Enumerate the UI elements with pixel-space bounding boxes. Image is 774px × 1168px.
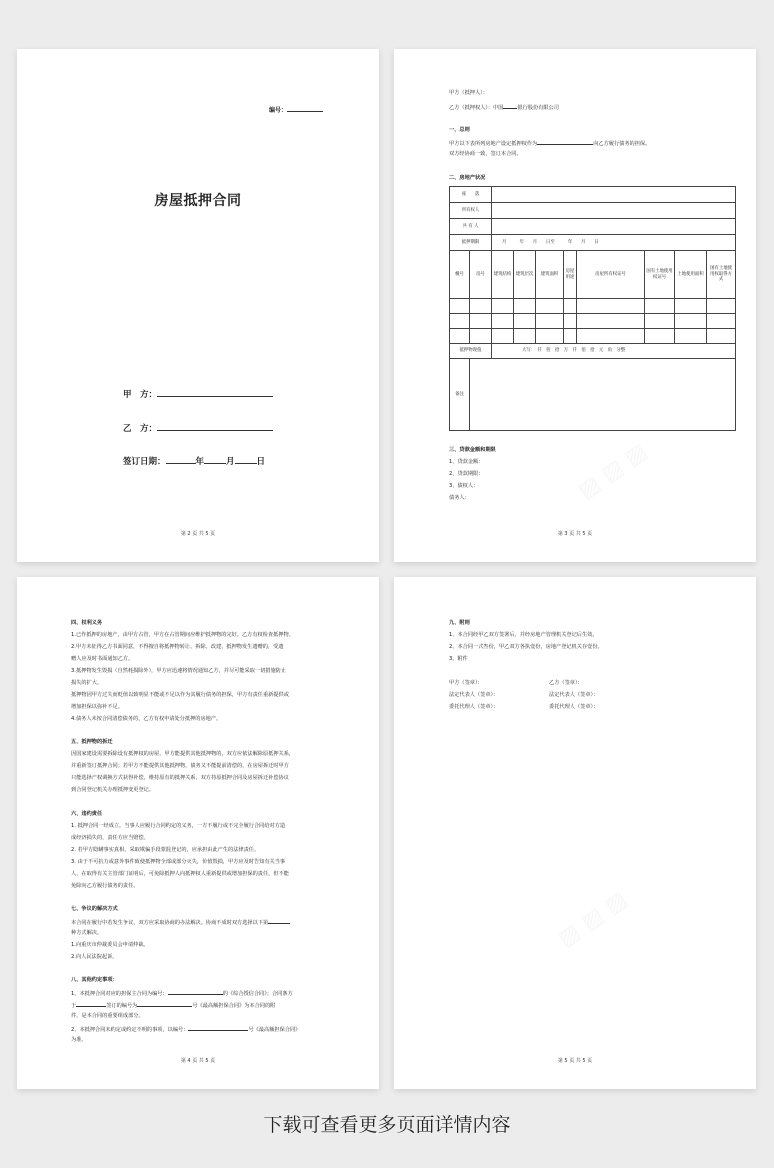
section-7-option-2: 2.向人民法院起诉。 bbox=[71, 954, 118, 960]
contract-number bbox=[269, 105, 323, 114]
document-page-4 bbox=[394, 577, 756, 1089]
co-owner-label: 共 有 人 bbox=[450, 219, 492, 235]
party-b-suffix: 银行股份有限公司 bbox=[517, 105, 559, 111]
location-value bbox=[492, 187, 736, 203]
party-b-blank bbox=[157, 423, 273, 431]
debtor: 债务人： bbox=[449, 495, 470, 501]
section-6-line: 成经济损失的，责任方应当赔偿。 bbox=[71, 835, 149, 841]
remarks-value bbox=[470, 359, 736, 431]
mortgage-period-value: 月 年 月 日至 年 月 日 bbox=[492, 235, 736, 251]
section-8-line-3: 件，是本合同的重要组成部分。 bbox=[71, 1013, 144, 1019]
sign-date-label: 签订日期： bbox=[123, 457, 166, 467]
section-4-line: 3.抵押物发生毁损（自然耗损除外），甲方应迅速将情况通知乙方，并尽可能采取一切措施防止 bbox=[71, 668, 287, 674]
party-b-signature: 乙方（签章）： bbox=[549, 680, 583, 686]
table-row bbox=[450, 344, 736, 359]
loan-amount: 1、贷款金额： bbox=[449, 459, 484, 465]
contract-title: 房屋抵押合同 bbox=[154, 193, 242, 209]
page-footer: 第 2 页 共 5 页 bbox=[180, 531, 216, 537]
contract-number-blank bbox=[287, 106, 323, 112]
section-8-text: 2、本抵押合同未约定或约定不明的事项，以编号： bbox=[71, 1027, 189, 1033]
party-b-legal-rep: 法定代表人（签章）： bbox=[549, 692, 599, 698]
col-header: 土地使用面积 bbox=[675, 251, 707, 299]
party-a-line bbox=[123, 388, 273, 400]
section-4-line: 赠人应及时书面通知乙方。 bbox=[71, 656, 134, 662]
guarantee-no-blank bbox=[137, 1001, 192, 1007]
col-header: 房号 bbox=[470, 251, 492, 299]
col-header: 建筑面积 bbox=[536, 251, 564, 299]
section-8-line-2 bbox=[71, 1001, 275, 1010]
section-9-title: 九、附则 bbox=[449, 620, 470, 626]
section-9-line: 1、本合同经甲乙双方签署后，并经房地产管理机关登记后生效。 bbox=[449, 632, 598, 638]
party-a-label: 甲 方： bbox=[123, 390, 158, 400]
table-row bbox=[450, 299, 736, 314]
section-7-line-1 bbox=[71, 918, 290, 927]
section-2-title: 二、房地产状况 bbox=[449, 175, 486, 181]
section-8-text: 号《最高额担保合同》为本合同的附 bbox=[192, 1003, 276, 1009]
col-header: 幢号 bbox=[450, 251, 470, 299]
page-footer: 第 4 页 共 5 页 bbox=[180, 1058, 216, 1064]
section-5-title: 五、抵押物的拆迁 bbox=[71, 739, 113, 745]
remarks-row bbox=[450, 359, 736, 431]
section-6-line: 3. 由于不可抗力或意外事件致使抵押物全部或部分灭失，价值毁损，甲方应及时告知有关当事 bbox=[71, 859, 286, 865]
sign-date-line bbox=[123, 455, 265, 467]
section-8-line-4 bbox=[71, 1025, 300, 1034]
date-blank bbox=[76, 1001, 106, 1007]
col-header: 国有土地使用权证号 bbox=[645, 251, 675, 299]
mortgage-period-label: 抵押期限 bbox=[450, 235, 492, 251]
secured-debt-blank bbox=[537, 139, 593, 145]
section-1-line-1 bbox=[449, 139, 650, 148]
day-blank bbox=[235, 456, 257, 464]
option-blank bbox=[268, 918, 290, 924]
owner-value bbox=[492, 203, 736, 219]
section-6-line: 人，在取得有关主管部门证明后，可免除抵押人向抵押权人重新提供或增加担保的责任，但不能 bbox=[71, 871, 289, 877]
section-8-text: 号《最高额担保合同》 bbox=[248, 1027, 301, 1033]
page-footer: 第 5 页 共 5 页 bbox=[557, 1058, 593, 1064]
section-1-title: 一、总则 bbox=[449, 127, 470, 133]
section-1-text-a: 甲方以下表所列房地产设定抵押权作为 bbox=[449, 141, 538, 147]
section-4-line: 1.已作抵押的房地产，由甲方占管，甲方在占管期间应维护抵押物的完好。乙方有权检查抵押物。 bbox=[71, 632, 294, 638]
section-3-title: 三、贷款金额和期限 bbox=[449, 447, 496, 453]
section-4-line: 抵押物因甲方过失而贬值以致明显不能或不足以作为其履行债务的担保，甲方有责任重新提供或 bbox=[71, 692, 289, 698]
bank-name-blank bbox=[503, 103, 517, 109]
page-footer: 第 3 页 共 5 页 bbox=[557, 531, 593, 537]
party-b-prefix: 乙方（抵押权人）：中国 bbox=[449, 105, 504, 111]
party-a-signature: 甲方（签章）： bbox=[449, 680, 483, 686]
contract-number-label: 编号： bbox=[268, 107, 287, 114]
day-label: 日 bbox=[256, 457, 266, 467]
section-7-text: 本合同在履行中若发生争议，双方应采取协商的办法解决。协商不成时双方选择以下第 bbox=[71, 920, 269, 926]
year-label: 年 bbox=[195, 457, 205, 467]
party-b-label: 乙 方： bbox=[123, 424, 158, 434]
section-7-title: 七、争议的解决方式 bbox=[71, 906, 118, 912]
month-label: 月 bbox=[226, 457, 235, 467]
section-6-title: 六、违约责任 bbox=[71, 811, 103, 817]
party-b-mortgagee bbox=[449, 103, 559, 112]
year-blank bbox=[166, 456, 196, 464]
co-owner-value bbox=[492, 219, 736, 235]
guarantee-no-blank bbox=[188, 1025, 248, 1031]
col-header: 建筑层次 bbox=[514, 251, 536, 299]
party-b-line bbox=[123, 422, 273, 434]
table-row bbox=[450, 314, 736, 329]
section-8-title: 八、其他约定事项： bbox=[71, 977, 118, 983]
section-9-line: 3、附件 bbox=[449, 656, 468, 662]
section-4-title: 四、权利义务 bbox=[71, 620, 103, 626]
section-4-line: 损失的扩大。 bbox=[71, 680, 103, 686]
owner-label: 所有权人 bbox=[450, 203, 492, 219]
col-header: 国有土地使用权取得方式 bbox=[707, 251, 736, 299]
section-8-line-5: 为准。 bbox=[71, 1037, 87, 1043]
party-a-blank bbox=[157, 389, 273, 397]
section-5-line: 因国家建设需要拆除设有抵押权的房屋，甲方能提供其他抵押物的，双方应依法解除原抵押关系， bbox=[71, 751, 295, 757]
col-header: 房屋用途 bbox=[564, 251, 577, 299]
location-label: 座 落 bbox=[450, 187, 492, 203]
contract-no-blank bbox=[168, 989, 223, 995]
party-a-legal-rep: 法定代表人（签章）： bbox=[449, 692, 499, 698]
section-8-text: 于 bbox=[71, 1003, 77, 1009]
section-4-line: 4.债务人未按合同清偿债务的，乙方有权申请处分抵押的房地产。 bbox=[71, 716, 222, 722]
section-6-line: 1. 抵押合同一经成立，当事人应履行合同约定的义务，一方不履行或不完全履行合同给对方造 bbox=[71, 823, 286, 829]
watermark bbox=[574, 439, 652, 504]
download-caption: 下载可查看更多页面详情内容 bbox=[263, 1114, 511, 1136]
section-1-text-b: 向乙方履行债务的担保。 bbox=[593, 141, 651, 147]
section-5-line: 只能选择产权调换方式获得补偿，维持原有的抵押关系，双方持原抵押合同及房屋拆迁补偿协议 bbox=[71, 775, 289, 781]
section-8-line-1 bbox=[71, 989, 293, 998]
value-text: 大写： 仟 佰 拾 万 仟 佰 拾 元 角 分整 bbox=[492, 344, 736, 359]
section-9-line: 2、本合同一式叁份，甲乙双方各执壹份，房地产登记机关存壹份。 bbox=[449, 644, 603, 650]
loan-term: 2、贷款期限： bbox=[449, 471, 484, 477]
section-6-line: 2. 若甲方隐瞒事实真相，采取欺骗手段蒙混登记的，应承担由此产生的法律责任。 bbox=[71, 847, 260, 853]
party-b-agent: 委托代理人（签章）： bbox=[549, 704, 599, 710]
col-header: 建筑结构 bbox=[492, 251, 514, 299]
property-table bbox=[449, 186, 736, 431]
section-8-text: 签订的编号为 bbox=[106, 1003, 138, 1009]
month-blank bbox=[204, 456, 226, 464]
table-row bbox=[450, 329, 736, 344]
section-4-line: 2.甲方未征得乙方书面同意，不得擅自将抵押物转让、拆除、改建、抵押物发生遗赠的，受遗 bbox=[71, 644, 284, 650]
value-label: 抵押物现值 bbox=[450, 344, 492, 359]
section-8-text: 的《综合授信合同》；合同条方 bbox=[222, 991, 293, 997]
document-page-2 bbox=[394, 49, 756, 562]
creditor: 3、债权人： bbox=[449, 483, 479, 489]
section-8-text: 1、本抵押合同对应的担保主合同为编号： bbox=[71, 991, 168, 997]
watermark bbox=[554, 887, 632, 952]
party-a-agent: 委托代理人（签章）： bbox=[449, 704, 499, 710]
table-header-row bbox=[450, 251, 736, 299]
section-5-line: 到合同登记机关办理抵押变更登记。 bbox=[71, 787, 155, 793]
section-4-line: 增加担保以弥补不足。 bbox=[71, 704, 123, 710]
section-7-line-2: 种方式解决。 bbox=[71, 930, 103, 936]
section-5-line: 并重新签订抵押合同；若甲方不能提供其他抵押物，债务又不能提前清偿的，在房屋拆迁时甲方 bbox=[71, 763, 289, 769]
section-7-option-1: 1.向重庆市仲裁委员会申请仲裁。 bbox=[71, 942, 149, 948]
section-1-line-2: 双方经协商一致，签订本合同。 bbox=[449, 151, 522, 157]
section-6-line: 免除向乙方履行债务的责任。 bbox=[71, 883, 139, 889]
party-a-mortgagor: 甲方（抵押人）： bbox=[449, 90, 488, 96]
document-page-cover bbox=[17, 49, 379, 562]
document-page-3 bbox=[17, 577, 379, 1089]
remarks-label: 备注 bbox=[450, 359, 470, 431]
col-header: 房屋所有权证号 bbox=[577, 251, 645, 299]
